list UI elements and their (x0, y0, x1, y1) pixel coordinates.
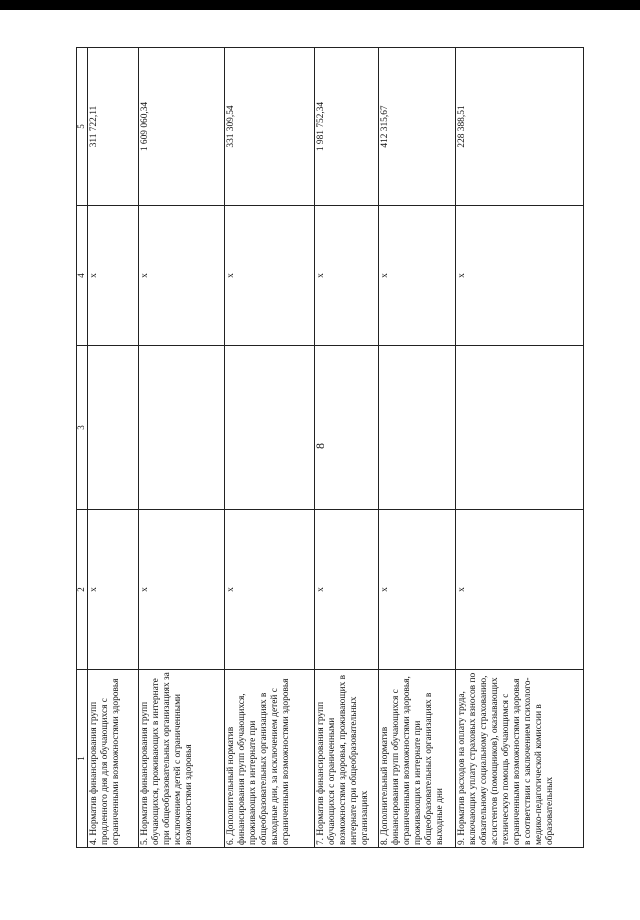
cell-col4: x (88, 206, 139, 346)
top-scan-border (0, 0, 640, 10)
row-label: 4. Норматив финансирования групп продленного дня для обучающихся с ограниченными возможностями здоровья (88, 670, 139, 848)
cell-col4: x (456, 206, 584, 346)
cell-col3 (315, 346, 379, 510)
page-number: 8 (313, 443, 327, 449)
row-label: 5. Норматив финансирования групп обучающихся, проживающих в интернате при общеобразовательных организациях за исключением детей с ограниченными возможностями здоровья (139, 670, 225, 848)
row-label: 9. Норматив расходов на оплату труда, включающих уплату страховых взносов по обязательному социальному страхованию, ассистентов (помощников), оказывающих техническую помощь обучающимся с ограниченными возможностями здоровья в соответствии с заключением психолого-медико-педагогической комиссии в образовательных (456, 670, 584, 848)
cell-col3 (139, 346, 225, 510)
cell-col2: x (139, 510, 225, 670)
cell-col4: x (315, 206, 379, 346)
table-row (456, 48, 584, 848)
column-header-2: 2 (77, 510, 88, 670)
cell-value: 1 981 752,34 (315, 48, 379, 206)
cell-col2: x (315, 510, 379, 670)
column-header-5: 5 (77, 48, 88, 206)
cell-col3 (88, 346, 139, 510)
cell-value: 228 388,51 (456, 48, 584, 206)
cell-col3 (379, 346, 456, 510)
column-header-1: 1 (77, 670, 88, 848)
cell-col3 (225, 346, 315, 510)
cell-value: 311 722,11 (88, 48, 139, 206)
cell-col4: x (139, 206, 225, 346)
cell-col4: x (379, 206, 456, 346)
rotated-table-wrapper (76, 48, 582, 848)
table-row (225, 48, 315, 848)
cell-value: 412 315,67 (379, 48, 456, 206)
table-row (379, 48, 456, 848)
row-label: 6. Дополнительный норматив финансирования групп обучающихся, проживающих в интернате при общеобразовательных организациях в выходные дни, за исключением детей с ограниченными возможностями здоровья (225, 670, 315, 848)
row-label: 7. Норматив финансирования групп обучающихся с ограниченными возможностями здоровья, проживающих в интернате при общеобразовательных организациях (315, 670, 379, 848)
cell-col2: x (88, 510, 139, 670)
column-header-4: 4 (77, 206, 88, 346)
norms-table (76, 47, 584, 848)
table-header-row (77, 48, 88, 848)
cell-col2: x (225, 510, 315, 670)
cell-value: 331 309,54 (225, 48, 315, 206)
column-header-3: 3 (77, 346, 88, 510)
cell-value: 1 609 060,34 (139, 48, 225, 206)
row-label: 8. Дополнительный норматив финансирования групп обучающихся с ограниченными возможностями здоровья, проживающих в интернате при общеобразовательных организациях в выходные дни (379, 670, 456, 848)
cell-col4: x (225, 206, 315, 346)
table-row (139, 48, 225, 848)
cell-col2: x (379, 510, 456, 670)
cell-col3 (456, 346, 584, 510)
table-row (88, 48, 139, 848)
table-row (315, 48, 379, 848)
cell-col2: x (456, 510, 584, 670)
